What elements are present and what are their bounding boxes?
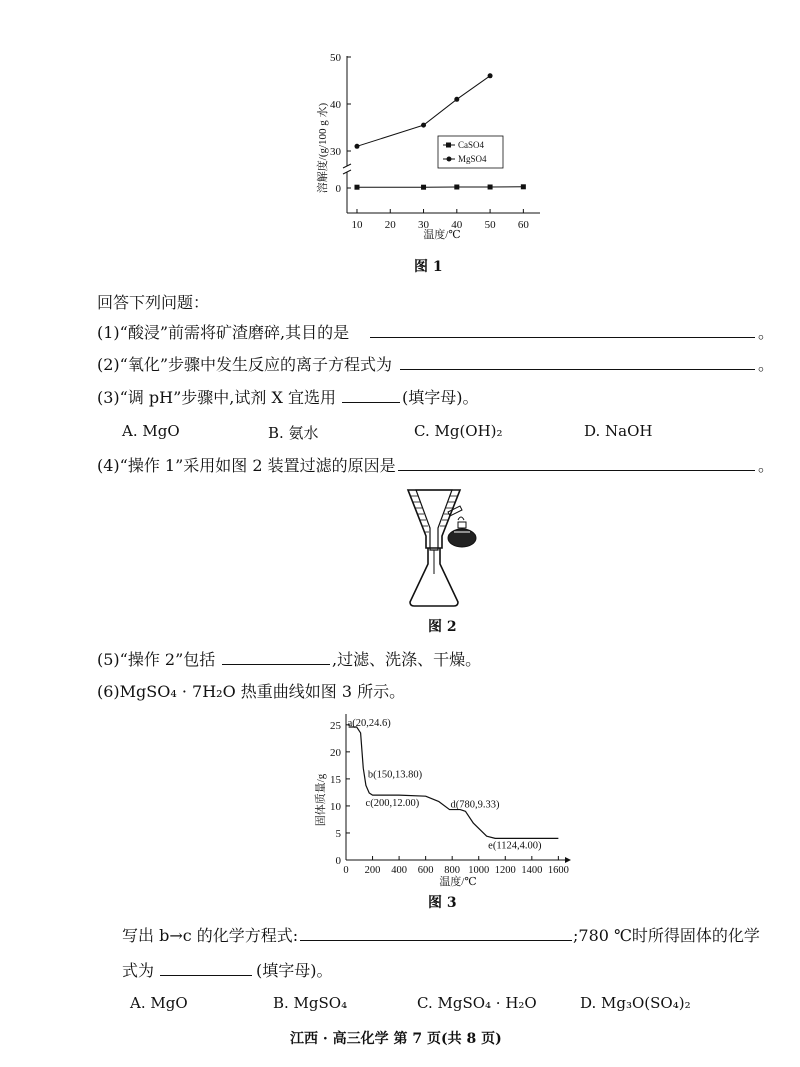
fig1-point-mgso4 <box>354 144 359 149</box>
fig3-x-tick-label: 200 <box>364 865 381 876</box>
q6-option-b[interactable]: B. MgSO₄ <box>273 994 348 1012</box>
q6-option-d[interactable]: D. Mg₃O(SO₄)₂ <box>580 994 691 1012</box>
fig3-x-tick-label: 0 <box>343 865 349 876</box>
fig3-point-label: c(200,12.00) <box>365 798 420 810</box>
fig1-x-tick-label: 30 <box>418 219 430 231</box>
q6-option-c[interactable]: C. MgSO₄ · H₂O <box>417 994 537 1012</box>
q3-option-a[interactable]: A. MgO <box>122 422 180 440</box>
q3-option-d[interactable]: D. NaOH <box>584 422 653 440</box>
fig1-point-mgso4 <box>421 123 426 128</box>
figure-1-chart <box>300 48 560 248</box>
questions-intro: 回答下列问题： <box>97 293 210 312</box>
q3-option-b[interactable]: B. 氨水 <box>268 424 319 442</box>
fig3-point-label: e(1124,4.00) <box>488 840 542 852</box>
fig1-x-tick-label: 60 <box>517 219 529 231</box>
question-6-text: (6)MgSO₄ · 7H₂O 热重曲线如图 3 所示。 <box>97 682 406 701</box>
question-4-text: (4)“操作 1”采用如图 2 装置过滤的原因是 <box>97 456 396 475</box>
fig1-point-caso4 <box>421 185 426 190</box>
q3-option-c[interactable]: C. Mg(OH)₂ <box>414 422 503 440</box>
figure-2-hot-filtration-apparatus <box>398 484 498 612</box>
fig1-x-axis-label: 温度/℃ <box>423 229 461 241</box>
question-5-answer-blank[interactable] <box>222 650 330 665</box>
fig1-y-axis-label: 溶解度/(g/100 g 水) <box>317 102 329 194</box>
figure-2-caption: 图 2 <box>428 619 457 635</box>
fig1-x-tick-label: 40 <box>451 219 463 231</box>
question-1 <box>97 323 349 343</box>
q6-option-a[interactable]: A. MgO <box>130 994 188 1012</box>
fig1-axis-break <box>343 164 351 174</box>
fig3-point-label: a(20,24.6) <box>347 717 391 729</box>
fig1-y-ticks <box>330 52 351 195</box>
question-6-part-b: ;780 ℃时所得固体的化学 <box>573 926 760 945</box>
fig3-point-labels <box>348 718 542 851</box>
question-6-part-d: (填字母)。 <box>256 961 333 980</box>
question-5-text: (5)“操作 2”包括 <box>97 650 216 669</box>
fig1-x-tick-label: 20 <box>384 219 396 231</box>
fig3-x-axis-label: 温度/℃ <box>439 876 477 888</box>
fig3-y-tick-label: 15 <box>330 773 341 786</box>
fig3-x-tick-label: 400 <box>391 865 407 876</box>
figure-3-caption: 图 3 <box>428 895 457 911</box>
fig3-y-tick-label: 20 <box>330 746 341 759</box>
question-6-part-c: 式为 <box>122 961 155 980</box>
fig1-x-tick-label: 50 <box>484 219 496 231</box>
question-3-text: (3)“调 pH”步骤中,试剂 X 宜选用 <box>97 388 336 407</box>
fig1-legend-mgso4: MgSO4 <box>458 154 487 164</box>
fig1-point-caso4 <box>354 185 359 190</box>
fig1-point-caso4 <box>488 185 493 190</box>
fig3-y-tick-label: 25 <box>330 719 341 732</box>
question-2-text: (2)“氧化”步骤中发生反应的离子方程式为 <box>97 355 393 374</box>
fig3-x-tick-label: 800 <box>444 865 461 876</box>
fig1-point-mgso4 <box>454 97 459 102</box>
fig3-x-tick-label: 1000 <box>468 865 490 876</box>
question-1-period: 。 <box>758 323 775 342</box>
fig1-point-mgso4 <box>488 73 493 78</box>
fig3-y-axis-label: 固体质量/g <box>315 773 327 827</box>
fig3-x-tick-label: 1400 <box>521 865 543 876</box>
fig3-point-label: d(780,9.33) <box>450 799 500 811</box>
question-6-formula-blank[interactable] <box>160 961 252 976</box>
fig1-legend-caso4: CaSO4 <box>458 140 485 150</box>
fig1-point-caso4 <box>521 184 526 189</box>
question-1-text: (1)“酸浸”前需将矿渣磨碎,其目的是 <box>97 323 350 342</box>
fig1-y-tick-label: 0 <box>335 183 341 195</box>
figure-1-caption: 图 1 <box>414 259 443 275</box>
fig3-x-ticks <box>343 856 568 876</box>
fig3-y-ticks <box>330 720 350 867</box>
fig1-x-ticks <box>351 209 529 231</box>
fig1-point-caso4 <box>454 185 459 190</box>
fig3-x-tick-label: 600 <box>417 865 434 876</box>
question-3-hint: (填字母)。 <box>402 388 479 407</box>
question-3-answer-blank[interactable] <box>342 388 400 403</box>
fig3-series <box>349 727 559 838</box>
question-2-period: 。 <box>758 355 775 374</box>
fig1-y-tick-label: 30 <box>330 146 341 158</box>
fig1-y-tick-label: 40 <box>330 99 341 111</box>
fig3-y-tick-label: 0 <box>335 855 341 867</box>
fig1-axes <box>343 56 540 213</box>
question-6-part-a: 写出 b→c 的化学方程式: <box>122 926 299 945</box>
page-footer: 江西 · 高三化学 第 7 页(共 8 页) <box>290 1031 502 1047</box>
question-2-answer-blank[interactable] <box>400 355 755 370</box>
fig3-y-tick-label: 10 <box>330 800 341 813</box>
fig3-x-arrow <box>565 857 571 863</box>
fig1-series <box>354 73 525 189</box>
question-1-answer-blank[interactable] <box>370 323 755 338</box>
fig3-x-tick-label: 1200 <box>494 865 516 876</box>
fig1-x-tick-label: 10 <box>351 219 363 231</box>
fig3-y-tick-label: 5 <box>335 827 341 840</box>
question-5-tail: ,过滤、洗涤、干燥。 <box>332 650 482 669</box>
fig1-y-tick-label: 50 <box>330 52 341 64</box>
question-4-period: 。 <box>758 456 775 475</box>
fig1-legend <box>438 136 503 168</box>
fig3-thermogravimetric-curve <box>349 727 559 838</box>
figure-3-chart <box>310 710 585 892</box>
question-4-answer-blank[interactable] <box>398 456 755 471</box>
question-6-equation-blank[interactable] <box>300 926 572 941</box>
fig3-x-tick-label: 1600 <box>547 865 569 876</box>
fig3-point-label: b(150,13.80) <box>367 769 423 781</box>
